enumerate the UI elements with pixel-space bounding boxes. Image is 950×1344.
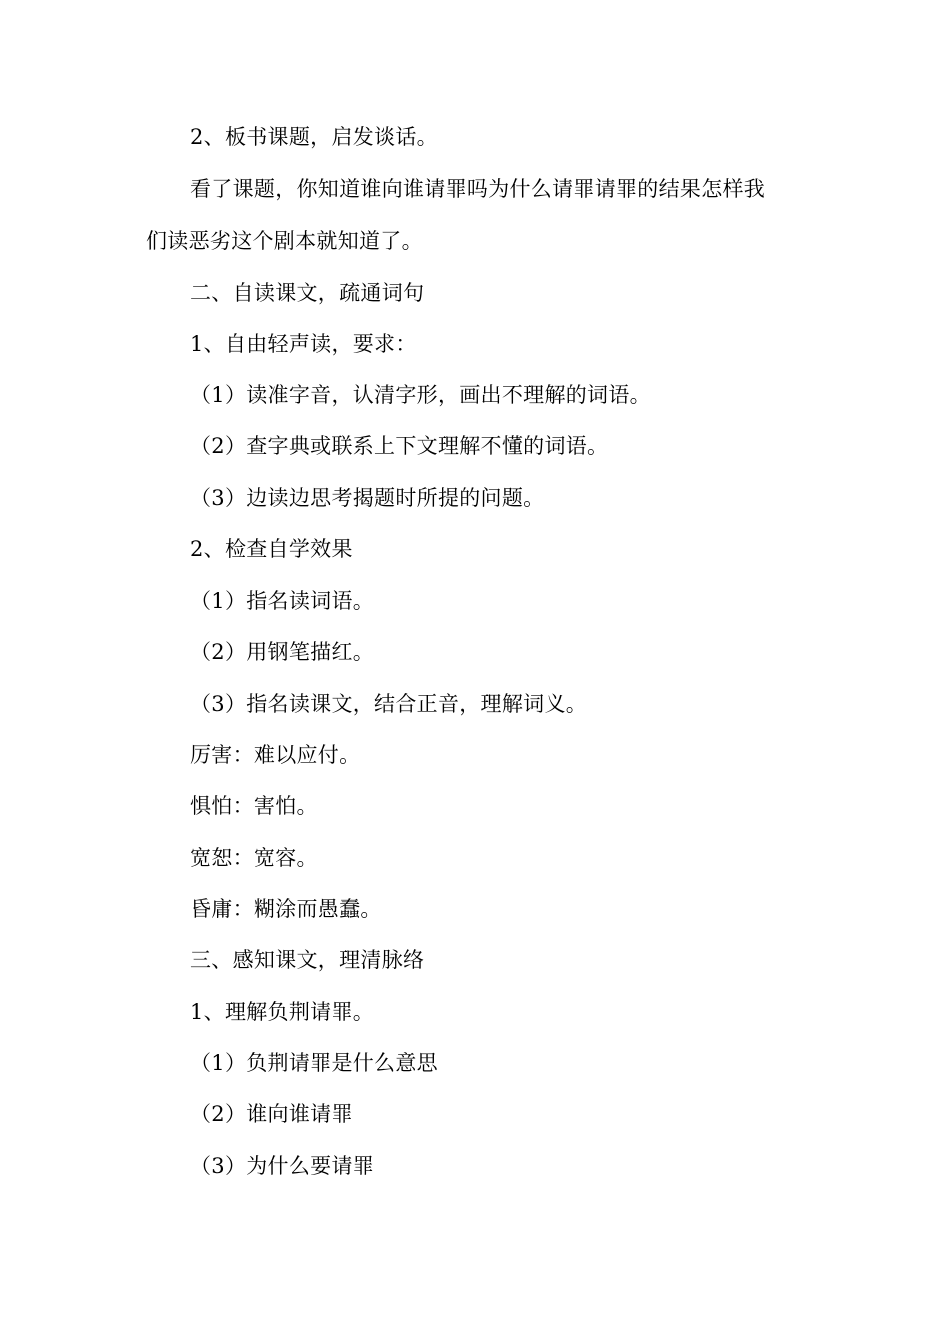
list-item: （3）边读边思考揭题时所提的问题。: [190, 486, 545, 510]
step-heading-understand: 1、理解负荆请罪。: [190, 1000, 375, 1024]
paragraph-line: 看了课题，你知道谁向谁请罪吗为什么请罪请罪的结果怎样我: [190, 177, 766, 201]
list-item: （1）指名读词语。: [190, 589, 375, 613]
vocab-definition: 厉害：难以应付。: [190, 743, 361, 767]
list-item: （3）为什么要请罪: [190, 1154, 375, 1178]
list-item: （2）查字典或联系上下文理解不懂的词语。: [190, 434, 609, 458]
vocab-definition: 宽恕：宽容。: [190, 846, 318, 870]
step-heading-free-reading: 1、自由轻声读，要求：: [190, 332, 417, 356]
section-heading-2: 二、自读课文，疏通词句: [190, 281, 425, 305]
paragraph-line-continued: 们读恶劣这个剧本就知道了。: [146, 229, 423, 253]
step-heading-board-title: 2、板书课题，启发谈话。: [190, 125, 438, 149]
vocab-definition: 昏庸：糊涂而愚蠢。: [190, 897, 382, 921]
list-item: （2）用钢笔描红。: [190, 640, 375, 664]
list-item: （2）谁向谁请罪: [190, 1102, 353, 1126]
step-heading-check: 2、检查自学效果: [190, 537, 353, 561]
list-item: （1）读准字音，认清字形，画出不理解的词语。: [190, 383, 651, 407]
list-item: （3）指名读课文，结合正音，理解词义。: [190, 692, 588, 716]
list-item: （1）负荆请罪是什么意思: [190, 1051, 438, 1075]
section-heading-3: 三、感知课文，理清脉络: [190, 948, 425, 972]
vocab-definition: 惧怕：害怕。: [190, 794, 318, 818]
